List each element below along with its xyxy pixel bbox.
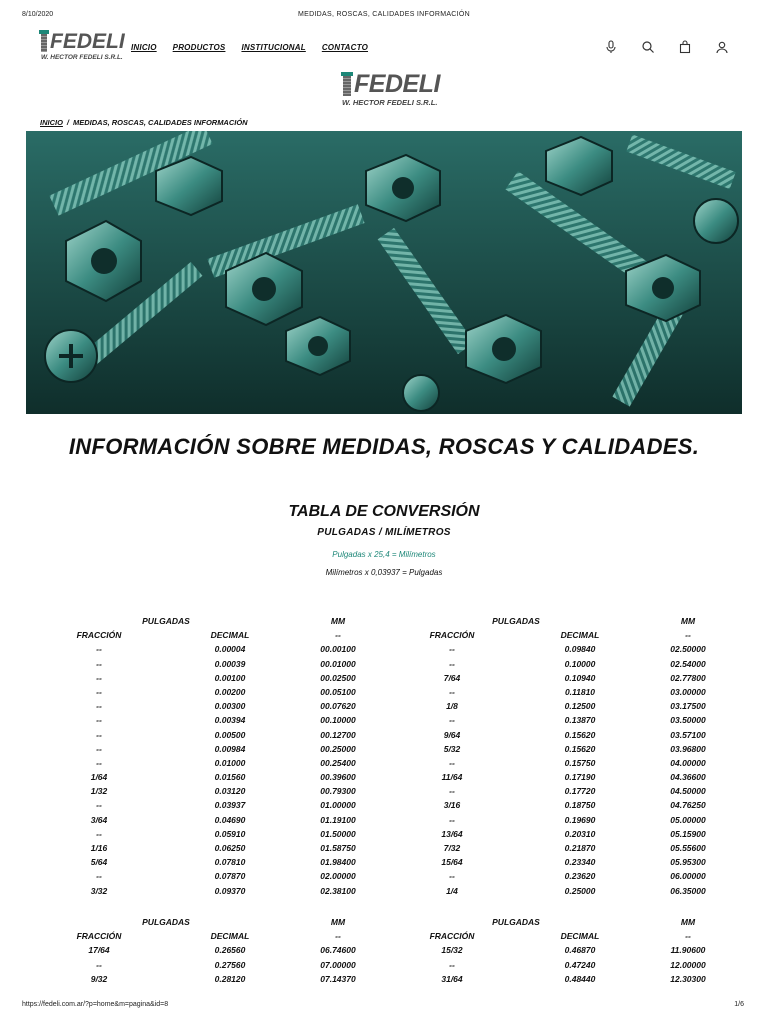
cell-mm: 02.00000 <box>320 871 356 882</box>
print-date: 8/10/2020 <box>22 11 54 18</box>
cell-fraccion: -- <box>96 871 102 882</box>
logo-word: FEDELI <box>50 30 125 53</box>
cell-fraccion: 7/32 <box>443 843 461 853</box>
header-pulgadas: PULGADAS <box>492 917 540 927</box>
header-logo[interactable] <box>38 28 125 64</box>
cell-mm: 00.10000 <box>320 715 356 726</box>
main-nav <box>131 43 368 52</box>
table-row <box>0 869 768 883</box>
cell-decimal: 0.00300 <box>214 701 246 712</box>
breadcrumb <box>40 118 248 127</box>
cell-mm: 03.50000 <box>670 715 706 726</box>
cell-decimal: 0.05910 <box>214 828 246 839</box>
cell-mm: 02.50000 <box>670 644 706 655</box>
cell-decimal: 0.12500 <box>564 701 596 712</box>
bag-icon[interactable] <box>678 40 692 54</box>
cell-fraccion: -- <box>449 814 455 825</box>
nav-productos[interactable]: PRODUCTOS <box>172 43 226 52</box>
cell-mm: 06.00000 <box>670 871 706 882</box>
cell-mm: 00.25000 <box>320 743 356 754</box>
cell-mm: 04.36600 <box>670 772 706 783</box>
cell-fraccion: -- <box>449 658 455 669</box>
header-decimal: DECIMAL <box>210 931 250 942</box>
table-row <box>0 827 768 841</box>
cell-fraccion: 1/8 <box>446 701 458 712</box>
cell-decimal: 0.10940 <box>564 672 596 683</box>
cell-mm: 04.76250 <box>670 800 706 811</box>
table-row <box>0 657 768 671</box>
cell-mm: 01.58750 <box>320 843 356 853</box>
table-row <box>0 685 768 699</box>
print-title: MEDIDAS, ROSCAS, CALIDADES INFORMACIÓN <box>297 11 471 18</box>
header-mm: MM <box>680 917 696 927</box>
cell-mm: 01.98400 <box>320 857 356 868</box>
cell-decimal: 0.47240 <box>564 959 596 970</box>
nav-inicio[interactable]: INICIO <box>131 43 157 52</box>
header-icons <box>604 40 729 54</box>
cell-decimal: 0.03120 <box>214 786 246 797</box>
conversion-table-2 <box>0 915 768 986</box>
header-dash: -- <box>685 931 691 942</box>
cell-fraccion: 13/64 <box>441 828 463 839</box>
cell-mm: 02.38100 <box>320 885 356 896</box>
cell-mm: 05.15900 <box>670 828 706 839</box>
cell-fraccion: -- <box>449 757 455 768</box>
cell-mm: 03.57100 <box>670 729 706 740</box>
nav-contacto[interactable]: CONTACTO <box>321 43 369 52</box>
cell-fraccion: -- <box>96 701 102 712</box>
table-header-group <box>0 614 768 628</box>
cell-fraccion: -- <box>449 686 455 697</box>
logo-subtitle: W. HECTOR FEDELI S.R.L. <box>41 54 123 61</box>
table-header-group <box>0 915 768 929</box>
cell-decimal: 0.09370 <box>214 885 246 896</box>
cell-decimal: 0.00200 <box>214 686 246 697</box>
header-decimal: DECIMAL <box>560 931 600 942</box>
cell-decimal: 0.07810 <box>214 857 246 868</box>
table-row <box>0 699 768 713</box>
hero-image <box>26 131 742 414</box>
table-row <box>0 972 768 986</box>
header-fraccion: FRACCIÓN <box>429 630 475 641</box>
header-dash: -- <box>335 630 341 641</box>
cell-decimal: 0.00100 <box>214 672 246 683</box>
cell-mm: 02.54000 <box>670 658 706 669</box>
conversion-table-1 <box>0 614 768 898</box>
header-fraccion: FRACCIÓN <box>429 931 475 942</box>
cell-mm: 00.25400 <box>320 757 356 768</box>
header-pulgadas: PULGADAS <box>492 616 540 626</box>
formula-inches-to-mm: Pulgadas x 25,4 = Milímetros <box>332 550 436 559</box>
cell-decimal: 0.20310 <box>564 828 596 839</box>
cell-decimal: 0.00984 <box>214 743 246 754</box>
breadcrumb-home[interactable]: INICIO <box>40 118 63 127</box>
cell-mm: 04.00000 <box>670 757 706 768</box>
cell-mm: 06.74600 <box>320 945 356 956</box>
header-fraccion: FRACCIÓN <box>76 630 122 641</box>
cell-fraccion: 7/64 <box>443 672 461 683</box>
cell-decimal: 0.27560 <box>214 959 246 970</box>
cell-fraccion: -- <box>96 959 102 970</box>
cell-mm: 01.19100 <box>320 814 356 825</box>
cell-fraccion: -- <box>96 757 102 768</box>
cell-decimal: 0.13870 <box>564 715 596 726</box>
cell-decimal: 0.03937 <box>214 800 246 811</box>
cell-fraccion: 5/32 <box>443 743 461 754</box>
cell-mm: 00.39600 <box>320 772 356 783</box>
logo-bolt-shank <box>41 34 47 52</box>
cell-decimal: 0.15750 <box>564 757 596 768</box>
cell-mm: 00.79300 <box>320 786 356 797</box>
table-row <box>0 671 768 685</box>
table-row <box>0 855 768 869</box>
cell-fraccion: -- <box>449 786 455 797</box>
cell-decimal: 0.18750 <box>564 800 596 811</box>
cell-decimal: 0.23340 <box>564 857 596 868</box>
breadcrumb-current: MEDIDAS, ROSCAS, CALIDADES INFORMACIÓN <box>73 118 248 127</box>
table-row <box>0 742 768 756</box>
cell-fraccion: -- <box>96 658 102 669</box>
cell-decimal: 0.07870 <box>214 871 246 882</box>
cell-fraccion: 9/32 <box>90 973 108 984</box>
cell-fraccion: -- <box>96 828 102 839</box>
cell-fraccion: 17/64 <box>88 945 110 956</box>
cell-fraccion: -- <box>449 959 455 970</box>
cell-fraccion: 15/32 <box>441 945 463 956</box>
cell-decimal: 0.06250 <box>214 843 246 853</box>
cell-decimal: 0.09840 <box>564 644 596 655</box>
search-icon[interactable] <box>641 40 655 54</box>
table-row <box>0 958 768 972</box>
cell-fraccion: -- <box>449 871 455 882</box>
cell-decimal: 0.15620 <box>564 743 596 754</box>
table-row <box>0 884 768 898</box>
cell-decimal: 0.00004 <box>214 644 246 655</box>
cell-decimal: 0.00039 <box>214 658 246 669</box>
cell-fraccion: -- <box>96 743 102 754</box>
cell-mm: 11.90600 <box>670 945 706 956</box>
cell-mm: 12.00000 <box>670 959 706 970</box>
cell-fraccion: 15/64 <box>441 857 463 868</box>
table-header-columns <box>0 929 768 943</box>
cell-decimal: 0.25000 <box>564 885 596 896</box>
breadcrumb-separator: / <box>66 118 70 127</box>
cell-decimal: 0.04690 <box>214 814 246 825</box>
header-mm: MM <box>330 616 346 626</box>
table-row <box>0 713 768 727</box>
nav-institucional[interactable]: INSTITUCIONAL <box>241 43 306 52</box>
user-icon[interactable] <box>715 40 729 54</box>
cell-fraccion: -- <box>96 644 102 655</box>
cell-fraccion: 1/4 <box>446 885 458 896</box>
table-row <box>0 642 768 656</box>
header-decimal: DECIMAL <box>210 630 250 641</box>
cell-decimal: 0.17190 <box>564 772 596 783</box>
cell-mm: 05.00000 <box>670 814 706 825</box>
header-fraccion: FRACCIÓN <box>76 931 122 942</box>
cell-fraccion: -- <box>96 729 102 740</box>
header-decimal: DECIMAL <box>560 630 600 641</box>
cell-decimal: 0.19690 <box>564 814 596 825</box>
table-row <box>0 813 768 827</box>
cell-mm: 00.00100 <box>320 644 356 655</box>
header-dash: -- <box>685 630 691 641</box>
table-row <box>0 770 768 784</box>
formula-mm-to-inches: Milímetros x 0,03937 = Pulgadas <box>325 568 443 577</box>
table-row <box>0 943 768 957</box>
cell-decimal: 0.17720 <box>564 786 596 797</box>
center-logo[interactable] <box>340 70 440 110</box>
cell-mm: 06.35000 <box>670 885 706 896</box>
table-row <box>0 841 768 855</box>
cell-decimal: 0.00500 <box>214 729 246 740</box>
cell-mm: 03.96800 <box>670 743 706 754</box>
cell-decimal: 0.26560 <box>214 945 246 956</box>
cell-fraccion: -- <box>96 800 102 811</box>
cell-mm: 12.30300 <box>670 973 706 984</box>
cell-mm: 03.00000 <box>670 686 706 697</box>
cell-decimal: 0.11810 <box>564 686 596 697</box>
cell-fraccion: 1/64 <box>90 772 108 783</box>
conversion-subtitle: PULGADAS / MILÍMETROS <box>317 527 451 538</box>
cell-decimal: 0.21870 <box>564 843 596 853</box>
cell-mm: 05.55600 <box>670 843 706 853</box>
page-title: INFORMACIÓN SOBRE MEDIDAS, ROSCAS Y CALIDADES. <box>68 434 700 459</box>
cell-fraccion: 11/64 <box>441 772 463 783</box>
print-header <box>0 11 768 23</box>
logo-word: FEDELI <box>354 70 440 98</box>
cell-mm: 00.07620 <box>320 701 356 712</box>
header-mm: MM <box>330 917 346 927</box>
cell-decimal: 0.48440 <box>564 973 596 984</box>
cell-decimal: 0.46870 <box>564 945 596 956</box>
cell-mm: 00.05100 <box>320 686 356 697</box>
cell-fraccion: 5/64 <box>90 857 108 868</box>
cell-decimal: 0.28120 <box>214 973 246 984</box>
cell-fraccion: -- <box>449 644 455 655</box>
cell-mm: 00.02500 <box>320 672 356 683</box>
cell-fraccion: 3/32 <box>90 885 108 896</box>
table-row <box>0 798 768 812</box>
print-footer <box>0 1001 768 1013</box>
cell-decimal: 0.01000 <box>214 757 246 768</box>
cell-fraccion: -- <box>96 686 102 697</box>
cell-decimal: 0.23620 <box>564 871 596 882</box>
cell-fraccion: -- <box>96 672 102 683</box>
cell-mm: 02.77800 <box>670 672 706 683</box>
cell-decimal: 0.10000 <box>564 658 596 669</box>
cell-mm: 03.17500 <box>670 701 706 712</box>
header-mm: MM <box>680 616 696 626</box>
cell-mm: 00.12700 <box>320 729 356 740</box>
table-row <box>0 784 768 798</box>
mic-icon[interactable] <box>604 40 618 54</box>
print-page-number: 1/6 <box>734 1001 744 1008</box>
table-row <box>0 756 768 770</box>
cell-mm: 07.14370 <box>320 973 356 984</box>
cell-mm: 05.95300 <box>670 857 706 868</box>
conversion-title: TABLA DE CONVERSIÓN <box>288 503 480 520</box>
cell-mm: 07.00000 <box>320 959 356 970</box>
cell-fraccion: -- <box>449 715 455 726</box>
cell-mm: 00.01000 <box>320 658 356 669</box>
cell-decimal: 0.01560 <box>214 772 246 783</box>
table-header-columns <box>0 628 768 642</box>
cell-mm: 04.50000 <box>670 786 706 797</box>
logo-bolt-shank <box>343 76 351 96</box>
table-row <box>0 728 768 742</box>
header-pulgadas: PULGADAS <box>142 917 190 927</box>
header-dash: -- <box>335 931 341 942</box>
cell-mm: 01.50000 <box>320 828 356 839</box>
cell-decimal: 0.00394 <box>214 715 246 726</box>
cell-decimal: 0.15620 <box>564 729 596 740</box>
cell-fraccion: -- <box>96 715 102 726</box>
print-url: https://fedeli.com.ar/?p=home&m=pagina&id=8 <box>22 1001 169 1008</box>
logo-subtitle: W. HECTOR FEDELI S.R.L. <box>342 98 438 107</box>
cell-fraccion: 31/64 <box>441 973 463 984</box>
cell-fraccion: 1/32 <box>90 786 108 797</box>
cell-fraccion: 9/64 <box>443 729 461 740</box>
cell-fraccion: 3/64 <box>90 814 108 825</box>
cell-fraccion: 3/16 <box>443 800 461 811</box>
cell-mm: 01.00000 <box>320 800 356 811</box>
cell-fraccion: 1/16 <box>90 843 108 853</box>
header-pulgadas: PULGADAS <box>142 616 190 626</box>
